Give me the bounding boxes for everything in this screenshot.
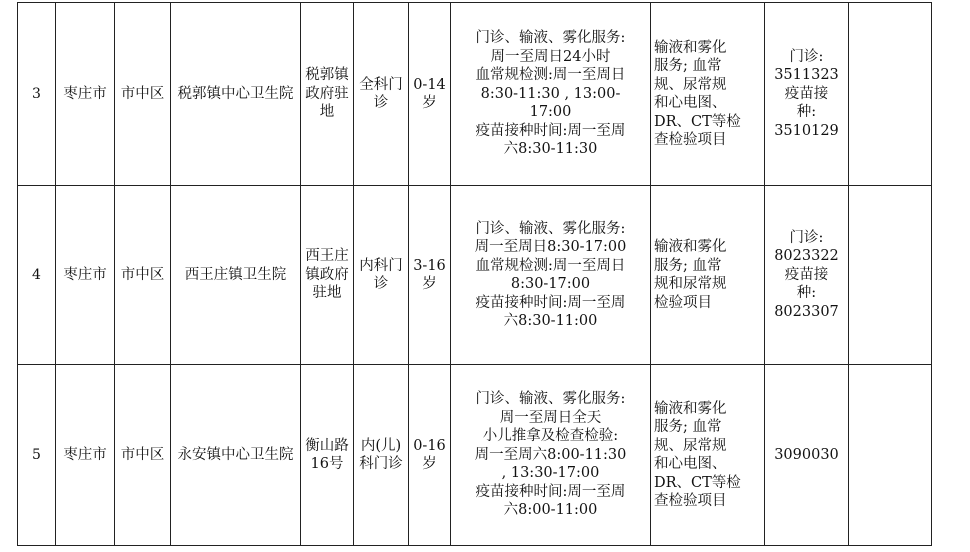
phone-line: 3511323 xyxy=(774,67,839,84)
table-row xyxy=(18,186,932,365)
service-hours-cell xyxy=(451,365,651,546)
institution-cell: 西王庄镇卫生院 xyxy=(171,186,301,365)
service-hours-line: 周一至周日全天 xyxy=(499,409,602,426)
phone-line: 疫苗接 xyxy=(784,266,829,283)
row-number: 5 xyxy=(18,365,56,546)
service-hours-line: 周一至周六8:00-11:30 xyxy=(474,446,627,463)
services-line: 服务; 血常 xyxy=(654,58,722,74)
service-hours-line: 六8:30-11:00 xyxy=(503,313,598,329)
services-line: DR、CT等检 xyxy=(654,113,741,130)
city-cell: 枣庄市 xyxy=(56,365,115,546)
services-line: 服务; 血常 xyxy=(654,257,722,274)
department-cell: 内科门诊 xyxy=(354,186,409,365)
location-cell: 西王庄镇政府驻地 xyxy=(301,186,354,365)
service-hours-line: 疫苗接种时间:周一至周 xyxy=(475,294,626,311)
service-hours-line: 8:30-11:30 , 13:00- xyxy=(480,85,621,102)
location-cell: 税郭镇政府驻地 xyxy=(301,3,354,186)
services-line: 规、尿常规 xyxy=(654,437,727,454)
phone-line: 种: xyxy=(796,104,817,121)
department-cell: 全科门诊 xyxy=(354,3,409,186)
service-hours-line: 小儿推拿及检查检验: xyxy=(482,428,619,445)
phone-line: 8023322 xyxy=(774,248,839,265)
phone-cell xyxy=(765,186,849,365)
phone-line: 疫苗接 xyxy=(784,85,829,102)
department-cell: 内(儿)科门诊 xyxy=(354,365,409,546)
service-hours-cell xyxy=(451,186,651,365)
service-hours-line: 六8:30-11:30 xyxy=(503,141,598,158)
service-hours-line: 血常规检测:周一至周日 xyxy=(475,67,626,84)
remark-cell xyxy=(849,365,932,546)
services-line: DR、CT等检 xyxy=(654,474,741,491)
phone-line: 3510129 xyxy=(774,122,839,139)
services-line: 和心电图、 xyxy=(654,95,727,111)
phone-cell xyxy=(765,3,849,186)
service-hours-line: 血常规检测:周一至周日 xyxy=(475,257,626,274)
institution-cell: 税郭镇中心卫生院 xyxy=(171,3,301,186)
service-hours-line: 周一至周日8:30-17:00 xyxy=(474,239,627,255)
service-hours-line: 周一至周日24小时 xyxy=(490,48,611,65)
phone-line: 8023307 xyxy=(774,303,839,320)
age-range-cell: 3-16岁 xyxy=(409,186,451,365)
services-cell xyxy=(651,365,765,546)
services-line: 服务; 血常 xyxy=(654,419,722,435)
service-hours-line: 门诊、输液、雾化服务: xyxy=(475,220,626,237)
city-cell: 枣庄市 xyxy=(56,186,115,365)
location-cell: 衡山路16号 xyxy=(301,365,354,546)
city-cell: 枣庄市 xyxy=(56,3,115,186)
phone-line: 门诊: xyxy=(789,48,824,65)
services-line: 规和尿常规 xyxy=(654,276,727,292)
services-line: 输液和雾化 xyxy=(654,239,727,255)
phone-line: 3090030 xyxy=(774,446,839,463)
remark-cell xyxy=(849,186,932,365)
service-hours-line: 门诊、输液、雾化服务: xyxy=(475,30,626,47)
service-hours-line: 17:00 xyxy=(529,104,572,121)
service-hours-line: 8:30-17:00 xyxy=(510,276,591,292)
services-cell xyxy=(651,186,765,365)
institution-cell: 永安镇中心卫生院 xyxy=(171,365,301,546)
age-range-cell: 0-16岁 xyxy=(409,365,451,546)
phone-line: 门诊: xyxy=(789,229,824,246)
service-hours-line: 疫苗接种时间:周一至周 xyxy=(475,122,626,139)
service-hours-cell xyxy=(451,3,651,186)
district-cell: 市中区 xyxy=(115,365,171,546)
remark-cell xyxy=(849,3,932,186)
services-line: 检验项目 xyxy=(654,294,712,311)
table-row xyxy=(18,3,932,186)
services-line: 查检验项目 xyxy=(654,132,727,148)
service-hours-line: 疫苗接种时间:周一至周 xyxy=(475,483,626,500)
services-line: 输液和雾化 xyxy=(654,39,727,56)
services-line: 和心电图、 xyxy=(654,456,727,472)
services-line: 输液和雾化 xyxy=(654,400,727,417)
row-number: 3 xyxy=(18,3,56,186)
district-cell: 市中区 xyxy=(115,3,171,186)
services-cell xyxy=(651,3,765,186)
service-hours-line: 门诊、输液、雾化服务: xyxy=(475,391,626,408)
service-hours-line: , 13:30-17:00 xyxy=(501,465,600,482)
row-number: 4 xyxy=(18,186,56,365)
phone-line: 种: xyxy=(796,285,817,302)
clinic-table xyxy=(17,2,932,546)
district-cell: 市中区 xyxy=(115,186,171,365)
services-line: 规、尿常规 xyxy=(654,76,727,93)
services-line: 查检验项目 xyxy=(654,493,727,509)
phone-cell xyxy=(765,365,849,546)
age-range-cell: 0-14岁 xyxy=(409,3,451,186)
service-hours-line: 六8:00-11:00 xyxy=(503,502,598,519)
table-row xyxy=(18,365,932,546)
